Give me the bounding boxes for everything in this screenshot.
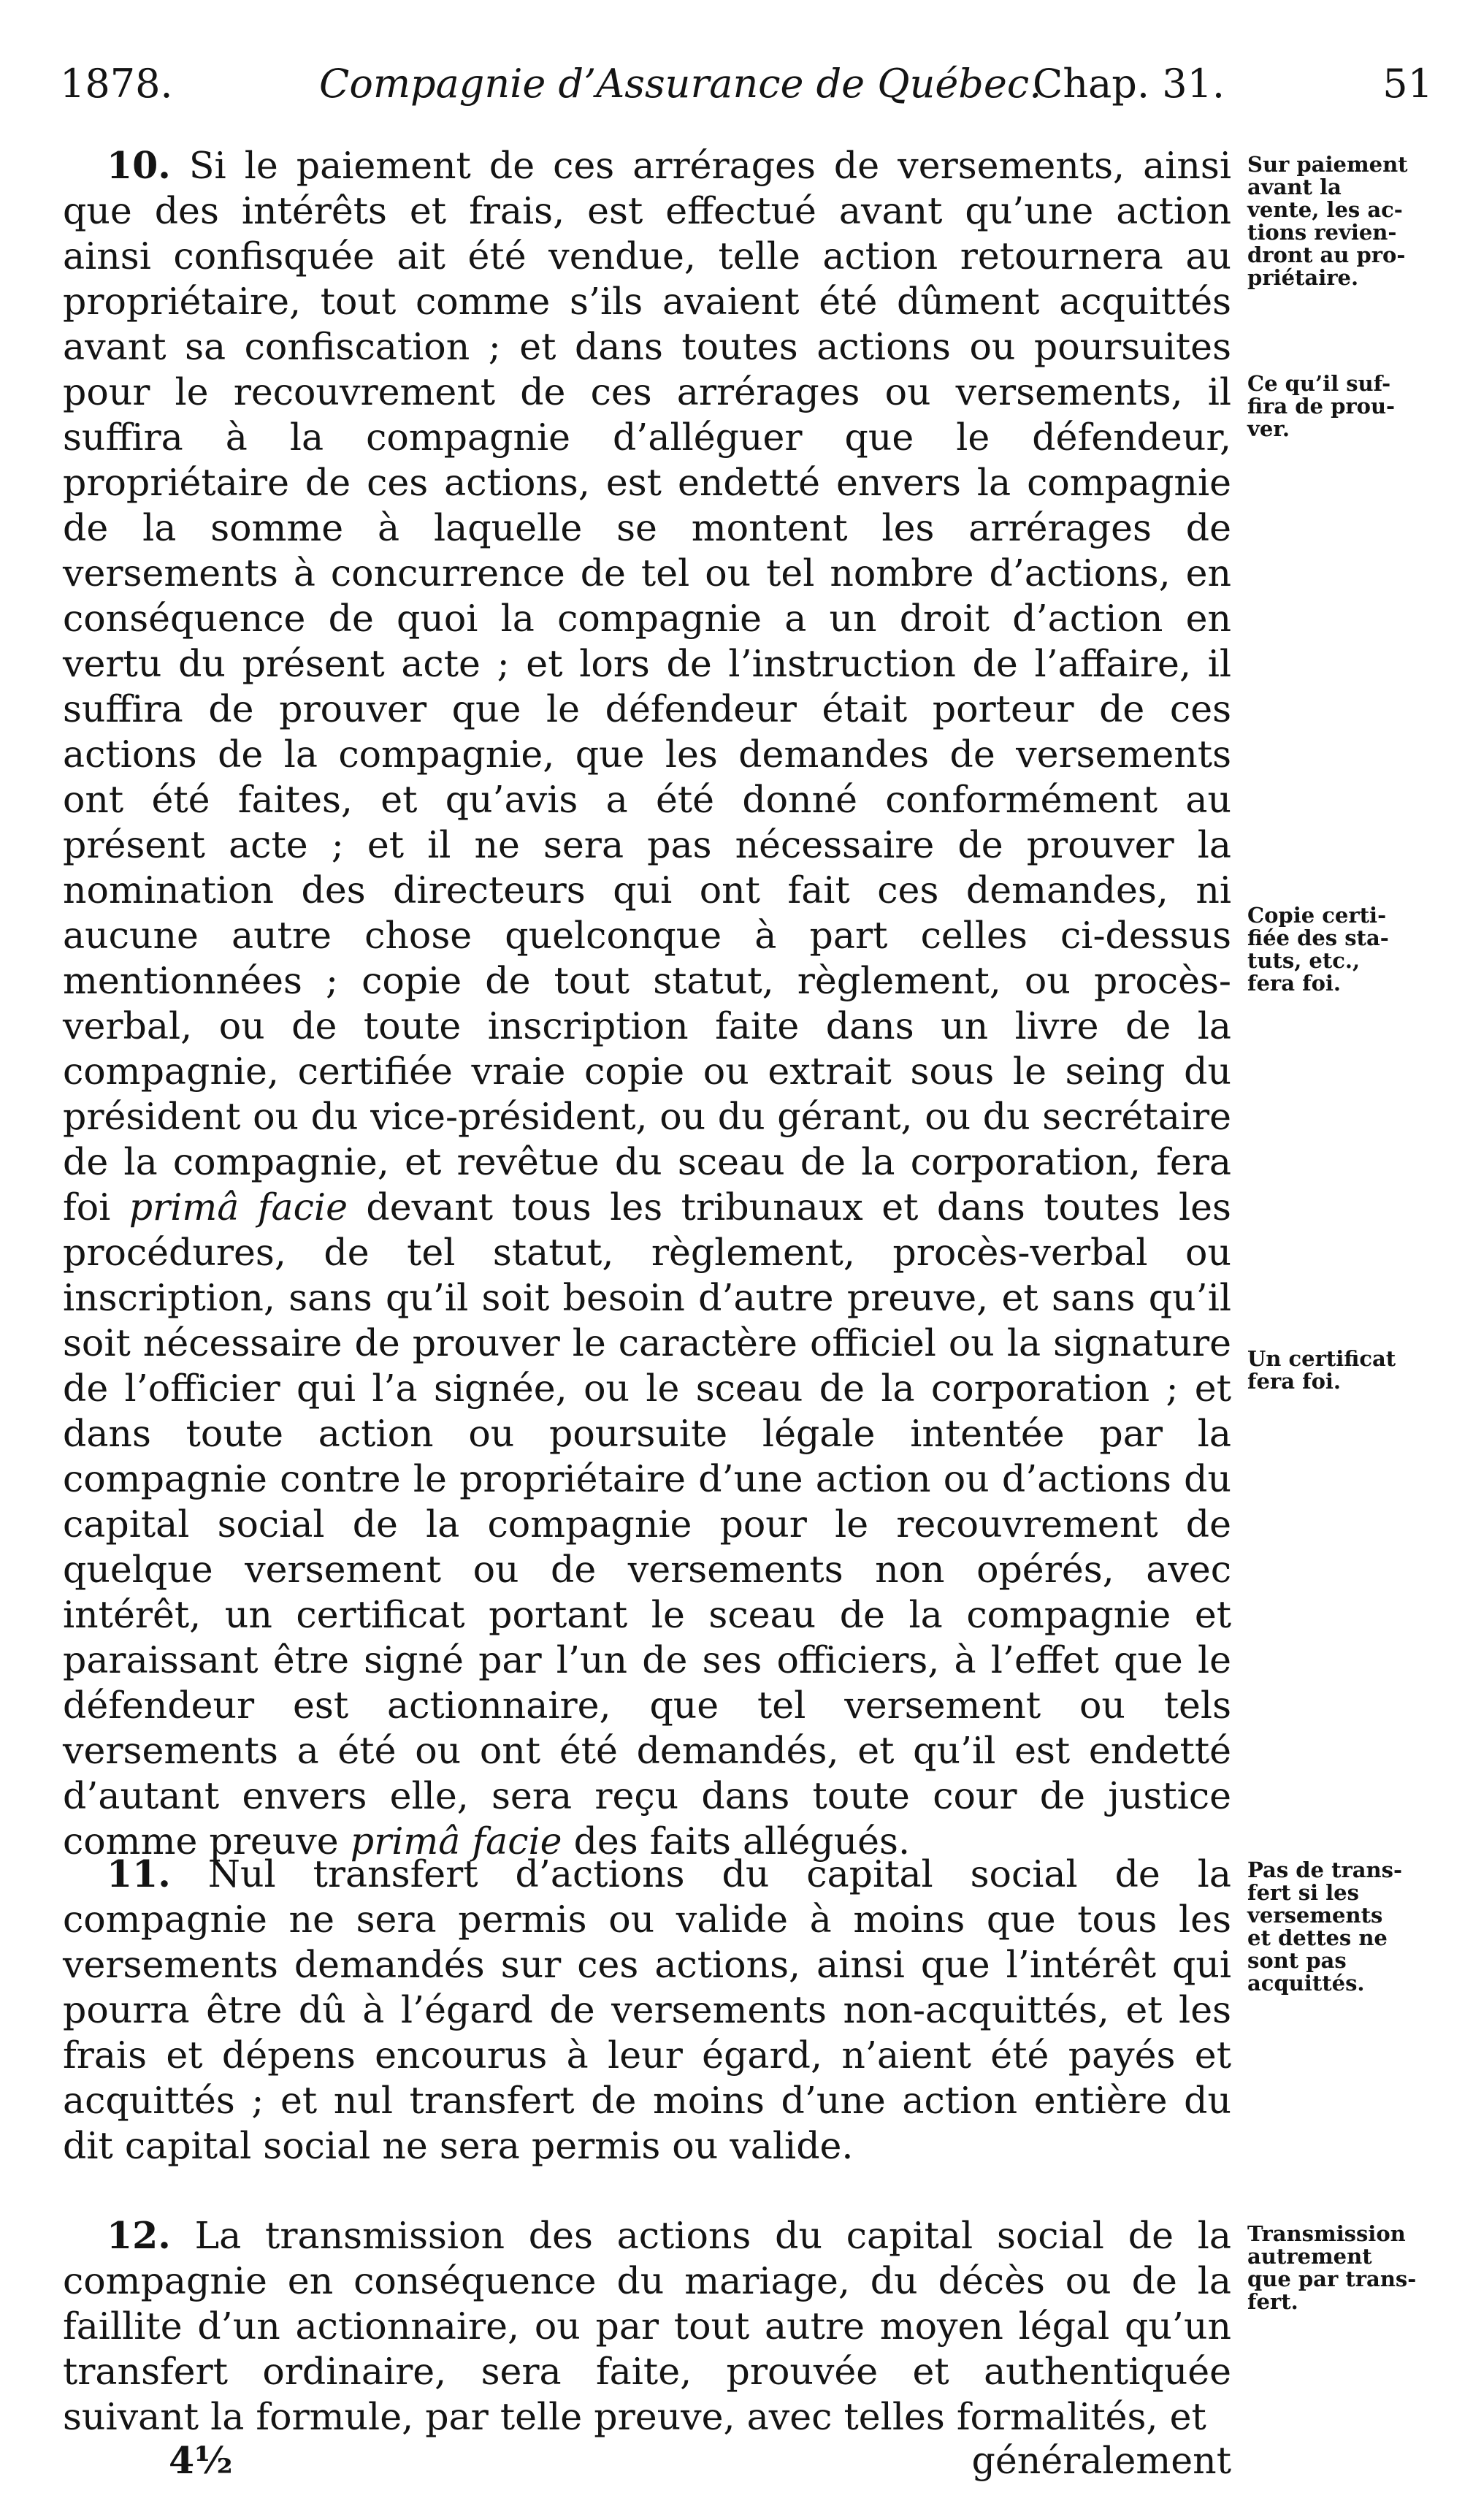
section-number: 11. <box>107 1852 171 1895</box>
margin-note-certificate <box>1247 1348 1445 1393</box>
margin-note-line: et dettes ne <box>1247 1925 1388 1950</box>
section-11-paragraph <box>63 1852 1231 2169</box>
section-10 <box>63 143 1231 1864</box>
margin-note-line: avant la <box>1247 175 1342 199</box>
margin-note-transmission <box>1247 2223 1445 2313</box>
margin-note-line: autrement <box>1247 2244 1372 2269</box>
margin-note-line: acquittés. <box>1247 1971 1365 1996</box>
section-10-paragraph <box>63 143 1231 1864</box>
page-number: 51 <box>1382 61 1433 107</box>
margin-note-line: versements <box>1247 1903 1383 1928</box>
margin-note-line: fiée des sta- <box>1247 925 1389 950</box>
margin-note-line: fera foi. <box>1247 971 1342 996</box>
section-text: Nul transfert d’actions du capital social de la compagnie ne sera permis ou valide à moins que tous les versements demandés sur ces actions, ainsi que l’intérêt qui pourra être dû à l’égard de versements non-acquittés, et les frais et dépens encourus à leur égard, n’aient été payés et acquittés ; et nul transfert de moins d’une action entière du dit capital social ne sera permis ou valide. <box>63 1852 1231 2167</box>
margin-note-certified-copy <box>1247 904 1445 995</box>
section-number: 12. <box>107 2214 171 2257</box>
section-text: La transmission des actions du capital social de la compagnie en conséquence du mariage, du décès ou de la faillite d’un actionnaire, ou par tout autre moyen légal qu’un transfert ordinaire, sera faite, prouvée et authentiquée suivant la formule, par telle preuve, avec telles formalités, et <box>63 2214 1231 2438</box>
margin-note-line: dront au pro- <box>1247 243 1406 267</box>
section-text: Si le paiement de ces arrérages de versements, ainsi que des intérêts et frais, est effectué avant qu’une action ainsi confisquée ait été vendue, telle action retournera au propriétaire, tout comme s’ils avaient été dûment acquittés avant sa confiscation ; et dans toutes actions ou poursuites pour le recouvrement de ces arrérages ou versements, il suffira à la compagnie d’alléguer que le défendeur, propriétaire de ces actions, est endetté envers la compagnie de la somme à laquelle se montent les arrérages de versements à concurrence de tel ou tel nombre d’actions, en conséquence de quoi la compagnie a un droit d’action en vertu du présent acte ; et lors de l’instruction de l’affaire, il suffira de prouver que le défendeur était porteur de ces actions de la compagnie, que les demandes de versements ont été faites, et qu’avis a été donné conformément au présent acte ; et il ne sera pas nécessaire de prouver la nomination des directeurs qui ont fait ces demandes, ni aucune autre chose quelconque à part celles ci-dessus mentionnées ; copie de tout statut, règlement, ou procès-verbal, ou de toute inscription faite dans un livre de la compagnie, certifiée vraie copie ou extrait sous le seing du président ou du vice-président, ou du gérant, ou du secrétaire de la compagnie, et revêtue du sceau de la corporation, fera foi <box>63 144 1231 1229</box>
margin-note-payment <box>1247 153 1445 289</box>
latin-term: primâ facie <box>350 1820 562 1863</box>
header-year: 1878. <box>60 61 173 107</box>
margin-note-line: ver. <box>1247 416 1290 441</box>
margin-note-line: fera foi. <box>1247 1369 1342 1394</box>
margin-note-line: que par trans- <box>1247 2267 1417 2291</box>
section-text: devant tous les tribunaux et dans toutes les procédures, de tel statut, règlement, procès-verbal ou inscription, sans qu’il soit besoin d’autre preuve, et sans qu’il soit nécessaire de prouver le caractère officiel ou la signature de l’officier qui l’a signée, ou le sceau de la corporation ; et dans toute action ou poursuite légale intentée par la compagnie contre le propriétaire d’une action ou d’actions du capital social de la compagnie pour le recouvrement de quelque versement ou de versements non opérés, avec intérêt, un certificat portant le sceau de la compagnie et paraissant être signé par l’un de ses officiers, à l’effet que le défendeur est actionnaire, que tel versement ou tels versements a été ou ont été demandés, et qu’il est endetté d’autant envers elle, sera reçu dans toute cour de justice comme preuve <box>63 1185 1231 1863</box>
section-text: des faits allégués. <box>562 1820 910 1863</box>
section-12-paragraph <box>63 2213 1231 2440</box>
margin-note-no-transfer <box>1247 1859 1445 1995</box>
signature-mark: 4½ <box>169 2439 233 2482</box>
section-11 <box>63 1852 1231 2169</box>
latin-term: primâ facie <box>129 1185 348 1229</box>
margin-note-line: Copie certi- <box>1247 903 1387 928</box>
margin-note-line: fira de prou- <box>1247 394 1396 419</box>
margin-note-line: sont pas <box>1247 1948 1347 1973</box>
margin-note-line: fert. <box>1247 2289 1298 2314</box>
margin-note-line: tuts, etc., <box>1247 948 1361 973</box>
margin-note-line: Pas de trans- <box>1247 1857 1402 1882</box>
margin-note-line: Transmission <box>1247 2221 1406 2246</box>
header-chapter: Chap. 31. <box>1033 61 1225 107</box>
page-footer <box>63 2437 1231 2485</box>
running-header <box>60 58 1433 110</box>
header-title: Compagnie d’Assurance de Québec. <box>319 61 1042 107</box>
margin-note-line: fert si les <box>1247 1880 1359 1905</box>
margin-note-line: Sur paiement <box>1247 152 1408 177</box>
margin-note-line: priétaire. <box>1247 265 1359 290</box>
margin-note-line: vente, les ac- <box>1247 197 1403 222</box>
margin-note-line: Un certificat <box>1247 1346 1396 1371</box>
section-12 <box>63 2213 1231 2440</box>
catchword: généralement <box>971 2439 1231 2482</box>
margin-note-line: tions revien- <box>1247 220 1397 245</box>
section-number: 10. <box>107 144 171 187</box>
margin-note-line: Ce qu’il suf- <box>1247 371 1391 396</box>
margin-note-proof <box>1247 373 1445 440</box>
